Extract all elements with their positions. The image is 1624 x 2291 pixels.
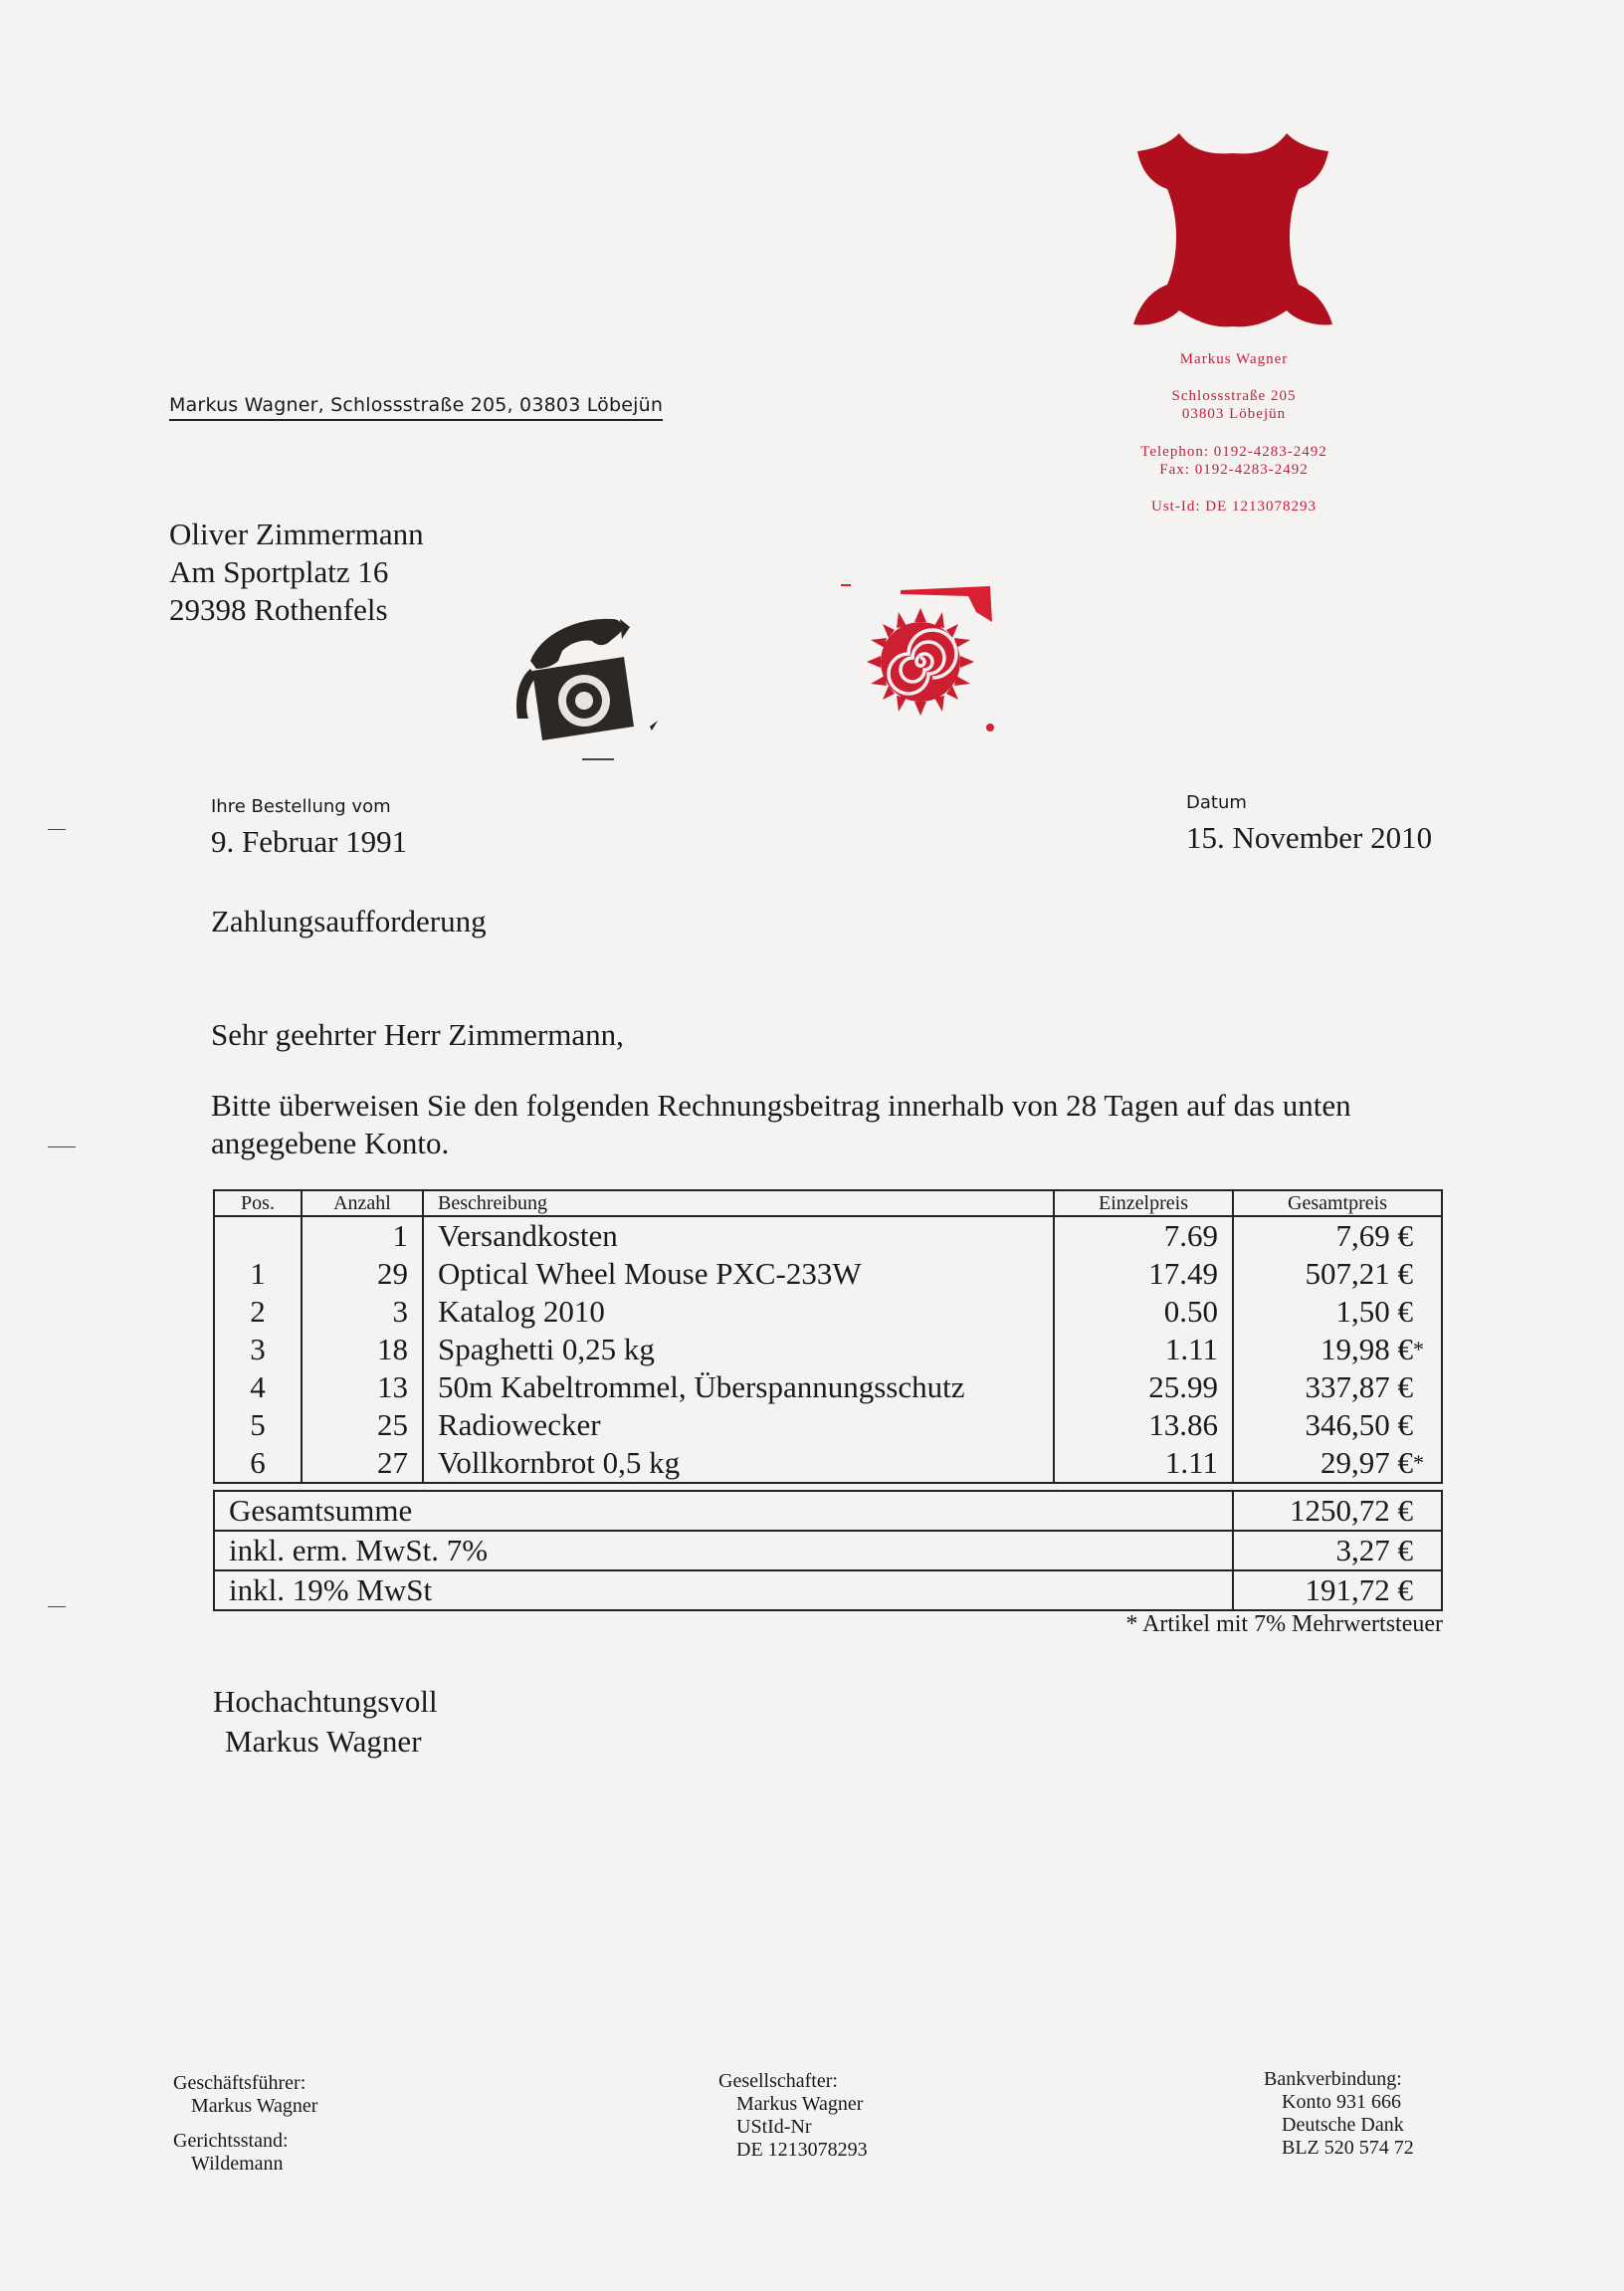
item-total-price (1233, 1293, 1442, 1331)
header-qty: Anzahl (302, 1190, 423, 1216)
reduced-vat-marker: * (1413, 1450, 1424, 1475)
item-total-price (1233, 1368, 1442, 1406)
letterhead-street: Schlossstraße 205 (1171, 388, 1297, 404)
item-qty: 25 (302, 1406, 423, 1444)
reduced-vat-marker: * (1413, 1337, 1424, 1361)
fold-mark (48, 1606, 66, 1607)
table-row (214, 1216, 1442, 1255)
reduced-vat-amount: 3,27 € (1335, 1533, 1413, 1567)
footer-ustid-value: DE 1213078293 (736, 2139, 868, 2161)
footer-jurisdiction-title: Gerichtsstand: (173, 2130, 289, 2152)
invoice-totals-table (213, 1490, 1443, 1611)
item-pos: 6 (214, 1444, 302, 1483)
item-pos: 3 (214, 1331, 302, 1368)
order-date: 9. Februar 1991 (211, 824, 408, 859)
sun-spiral-stamp-icon (841, 582, 1000, 736)
body-paragraph: Bitte überweisen Sie den folgenden Rechnungsbeitrag innerhalb von 28 Tagen auf das unten angegebene Konto. (211, 1088, 1351, 1160)
vat-label: inkl. 19% MwSt (214, 1570, 1233, 1610)
header-pos: Pos. (214, 1190, 302, 1216)
item-total-price (1233, 1216, 1442, 1255)
table-row (214, 1293, 1442, 1331)
reduced-vat-label: inkl. erm. MwSt. 7% (214, 1531, 1233, 1570)
item-description: Radiowecker (423, 1406, 1054, 1444)
recipient-city: 29398 Rothenfels (169, 592, 388, 627)
item-description: Optical Wheel Mouse PXC-233W (423, 1255, 1054, 1293)
item-total-price (1233, 1444, 1442, 1483)
item-unit-price: 1.11 (1054, 1331, 1233, 1368)
item-pos: 5 (214, 1406, 302, 1444)
footer-bank-account: Konto 931 666 (1282, 2091, 1401, 2113)
closing-greeting: Hochachtungsvoll (213, 1684, 438, 1719)
salutation: Sehr geehrter Herr Zimmermann, (211, 1017, 624, 1052)
item-unit-price: 25.99 (1054, 1368, 1233, 1406)
item-unit-price: 7.69 (1054, 1216, 1233, 1255)
item-unit-price: 13.86 (1054, 1406, 1233, 1444)
table-header-row (214, 1190, 1442, 1216)
footer-managing-director: Markus Wagner (191, 2095, 318, 2117)
recipient-name: Oliver Zimmermann (169, 517, 424, 551)
item-qty: 3 (302, 1293, 423, 1331)
invoice-items-table (213, 1189, 1443, 1484)
telephone-stamp-icon (512, 609, 662, 768)
footer-shareholder (718, 2070, 868, 2162)
footer-management (173, 2072, 317, 2176)
sender-return-address: Markus Wagner, Schlossstraße 205, 03803 Löbejün (169, 394, 663, 421)
footer-jurisdiction: Wildemann (191, 2153, 284, 2175)
footer-shareholder-name: Markus Wagner (736, 2093, 864, 2115)
item-qty: 1 (302, 1216, 423, 1255)
letterhead-fax: Fax: 0192-4283-2492 (1159, 462, 1309, 478)
item-qty: 18 (302, 1331, 423, 1368)
vat-value (1233, 1570, 1442, 1610)
recipient-street: Am Sportplatz 16 (169, 554, 389, 589)
letterhead-city: 03803 Löbejün (1181, 406, 1287, 422)
item-description: Vollkornbrot 0,5 kg (423, 1444, 1054, 1483)
letterhead-phone: Telephon: 0192-4283-2492 (1140, 444, 1327, 460)
item-description: Katalog 2010 (423, 1293, 1054, 1331)
fold-mark (48, 829, 66, 830)
letter-date: 15. November 2010 (1186, 820, 1433, 855)
letterhead-contact (1075, 443, 1393, 479)
order-date-label: Ihre Bestellung vom (211, 796, 391, 817)
item-total-amount: 29,97 € (1320, 1445, 1413, 1480)
item-description: Versandkosten (423, 1216, 1054, 1255)
footer-bank-title: Bankverbindung: (1264, 2068, 1402, 2090)
item-pos: 1 (214, 1255, 302, 1293)
item-unit-price: 0.50 (1054, 1293, 1233, 1331)
reduced-vat-value (1233, 1531, 1442, 1570)
item-total-price (1233, 1255, 1442, 1293)
item-qty: 29 (302, 1255, 423, 1293)
footer-bank (1264, 2068, 1414, 2160)
closing-signature-name: Markus Wagner (225, 1724, 422, 1759)
item-qty: 13 (302, 1368, 423, 1406)
subject-line: Zahlungsaufforderung (211, 904, 487, 938)
closing-block (213, 1682, 438, 1762)
item-total-amount: 19,98 € (1320, 1332, 1413, 1366)
footer-bank-code: BLZ 520 574 72 (1282, 2137, 1414, 2159)
totals-row (214, 1570, 1442, 1610)
item-total-price (1233, 1406, 1442, 1444)
punch-mark (48, 1146, 76, 1147)
letterhead-name: Markus Wagner (1179, 351, 1289, 367)
header-unit-price: Einzelpreis (1054, 1190, 1233, 1216)
footer-managing-director-title: Geschäftsführer: (173, 2072, 306, 2094)
letterhead-ustid: Ust-Id: DE 1213078293 (1151, 499, 1317, 515)
item-total-amount: 346,50 € (1305, 1407, 1413, 1442)
item-unit-price: 17.49 (1054, 1255, 1233, 1293)
table-row (214, 1368, 1442, 1406)
leather-hide-icon (1129, 127, 1336, 336)
header-total-price: Gesamtpreis (1233, 1190, 1442, 1216)
item-pos (214, 1216, 302, 1255)
item-description: Spaghetti 0,25 kg (423, 1331, 1054, 1368)
item-total-amount: 1,50 € (1335, 1294, 1413, 1329)
item-total-amount: 337,87 € (1305, 1369, 1413, 1404)
totals-row (214, 1531, 1442, 1570)
item-pos: 2 (214, 1293, 302, 1331)
totals-row (214, 1491, 1442, 1531)
item-total-amount: 7,69 € (1335, 1218, 1413, 1253)
table-row (214, 1406, 1442, 1444)
footer-bank-name: Deutsche Dank (1282, 2114, 1404, 2136)
item-pos: 4 (214, 1368, 302, 1406)
vat-amount: 191,72 € (1305, 1572, 1413, 1607)
footer-shareholder-title: Gesellschafter: (718, 2070, 838, 2092)
item-total-amount: 507,21 € (1305, 1256, 1413, 1291)
table-row (214, 1255, 1442, 1293)
letterhead-address (1075, 387, 1393, 423)
item-description: 50m Kabeltrommel, Überspannungsschutz (423, 1368, 1054, 1406)
total-sum-value (1233, 1491, 1442, 1531)
table-row (214, 1331, 1442, 1368)
letter-date-label: Datum (1186, 792, 1247, 813)
header-desc: Beschreibung (423, 1190, 1054, 1216)
item-total-price (1233, 1331, 1442, 1368)
vat-footnote: * Artikel mit 7% Mehrwertsteuer (1125, 1611, 1443, 1637)
item-unit-price: 1.11 (1054, 1444, 1233, 1483)
total-sum-label: Gesamtsumme (214, 1491, 1233, 1531)
item-qty: 27 (302, 1444, 423, 1483)
table-row (214, 1444, 1442, 1483)
recipient-address (169, 516, 424, 629)
total-sum-amount: 1250,72 € (1290, 1493, 1413, 1528)
footer-ustid-label: UStId-Nr (736, 2116, 812, 2138)
